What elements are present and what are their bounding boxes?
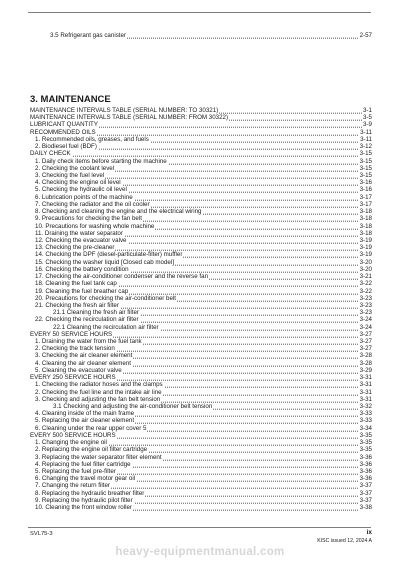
toc-entry-label: 17. Checking the air-conditioner condenser and the reverse fan	[35, 273, 209, 281]
toc-entry-page: 3-35	[359, 439, 372, 447]
toc-entry-label: 1. Draining the water from the fuel tank	[35, 338, 142, 346]
toc-entry-label: 1. Checking the radiator hoses and the clamps	[35, 381, 163, 389]
toc-entry-page: 3-12	[359, 143, 372, 151]
toc-entry-page: 3-16	[359, 186, 372, 194]
toc-entry-label: 5. Checking the hydraulic oil level	[35, 186, 127, 194]
toc-entry-page: 3-37	[359, 496, 372, 504]
toc-entry-page: 3-18	[359, 222, 372, 230]
toc-entry-page: 3-27	[359, 338, 372, 346]
toc-entry-label: EVERY 250 SERVICE HOURS	[30, 374, 116, 382]
toc-entry-label: 1. Daily check items before starting the machine	[35, 157, 167, 165]
toc-entry-page: 3-18	[359, 215, 372, 223]
toc-entry-label: LUBRICANT QUANTITY	[30, 121, 98, 129]
toc-entry-label: 6. Cleaning under the rear upper cover 5	[35, 424, 147, 432]
toc-entry-page: 3-21	[359, 273, 372, 281]
toc-entry-page: 3-16	[359, 179, 372, 187]
toc-entry-label: 8. Replacing the hydraulic breather filter	[35, 489, 145, 497]
toc-entry-page: 3-22	[359, 280, 372, 288]
toc-entry-label: 12. Checking the evacuator valve	[35, 236, 127, 244]
toc-entry-page: 3-35	[359, 431, 372, 439]
toc-entry-page: 3-28	[359, 359, 372, 367]
toc-entry-page: 3-36	[359, 460, 372, 468]
toc-entry-page: 3-35	[359, 446, 372, 454]
toc-entry-page: 3-33	[359, 417, 372, 425]
toc-entry-page: 3-15	[359, 164, 372, 172]
toc-entry-page: 3-24	[359, 323, 372, 331]
toc-entry-label: 6. Lubrication points of the machine	[35, 193, 133, 201]
toc-entry[interactable]	[0, 504, 400, 511]
toc-entry-label: 14. Checking the DPF (diesel-particulate-filter) muffler	[35, 251, 183, 259]
toc-entry-label: 15. Checking the washer liquid [Closed cab model]	[35, 258, 174, 266]
toc-entry-page: 3-31	[359, 388, 372, 396]
toc-entry-label: 19. Cleaning the fuel breather cap	[35, 287, 129, 295]
toc-entry-page: 3-15	[359, 150, 372, 158]
toc-entry-label: 1. Recommended oils, greases, and fuels	[35, 135, 149, 143]
toc-entry-label: 7. Checking the radiator and the oil cooler	[35, 200, 150, 208]
toc-entry-page: 3-19	[359, 236, 372, 244]
toc-entry-page: 3-36	[359, 468, 372, 475]
toc-entry-page: 3-31	[359, 381, 372, 389]
toc-entry-label: 6. Changing the travel motor gear oil	[35, 475, 136, 483]
toc-entry-label: 1. Changing the engine oil	[35, 439, 107, 447]
toc-entry-label: 5. Cleaning the evacuator valve	[35, 366, 122, 374]
toc-entry-label: 18. Cleaning the fuel tank cap	[35, 280, 117, 288]
toc-entry-label: 7. Changing the return filter	[35, 482, 110, 490]
toc-entry-page: 3-27	[359, 345, 372, 353]
toc-entry-page: 3-37	[359, 482, 372, 490]
toc-entry-page: 3-11	[360, 128, 372, 136]
toc-entry-page: 3-11	[360, 135, 372, 143]
toc-entry-label: DAILY CHECK	[30, 150, 71, 158]
toc-entry-label: 2. Checking the track tension	[35, 345, 115, 353]
footer-model: SVL75-3	[30, 531, 53, 537]
toc-entry-label: 4. Checking the engine oil level	[35, 179, 121, 187]
toc-entry-label: 13. Checking the pre-cleaner	[35, 244, 115, 252]
footer-page-number: ix	[366, 529, 372, 536]
toc-entry-label: EVERY 50 SERVICE HOURS	[30, 330, 113, 338]
toc-entry-label: 22. Checking the recirculation air filter	[35, 316, 139, 324]
toc-entry-page: 3-27	[359, 330, 372, 338]
toc-entry-page: 3-20	[359, 258, 372, 266]
toc-entry-label: 2. Checking the fuel line and the intake air line	[35, 388, 162, 396]
toc-entry-page: 3-33	[359, 410, 372, 418]
toc-entry-page: 3-17	[359, 200, 372, 208]
toc-entry-label: 9. Replacing the hydraulic pilot filter	[35, 496, 133, 504]
toc-entry-page: 3-23	[359, 301, 372, 309]
bottom-rule	[28, 527, 371, 528]
watermark: heavy-equipmentmanual.com	[115, 546, 285, 558]
toc-entry-page: 3-31	[359, 395, 372, 403]
toc-entry-page: 3-32	[359, 403, 372, 411]
toc-entry-page: 3-34	[359, 424, 372, 432]
toc-entry-label: 16. Checking the battery condition	[35, 265, 129, 273]
toc-entry-label: 3.1 Checking and adjusting the air-conditioner belt tension	[53, 403, 213, 411]
toc-entry-label: 21. Checking the fresh air filter	[35, 301, 119, 309]
toc-entry-page: 3-15	[359, 157, 372, 165]
toc-entry-page: 3-1	[363, 107, 372, 114]
toc-entry-label: EVERY 500 SERVICE HOURS	[30, 431, 116, 439]
toc-entry-label: MAINTENANCE INTERVALS TABLE (SERIAL NUMBER: FROM 30322)	[30, 114, 229, 122]
toc-entry-label: 3. Checking the fuel level	[35, 171, 105, 179]
toc-entry-label: 4. Cleaning the air cleaner element	[35, 359, 131, 367]
toc-entry-label: 3. Replacing the water separator filter element	[35, 453, 162, 461]
toc-entry-page: 3-15	[359, 171, 372, 179]
toc-entry-label: 4. Replacing the fuel filter cartridge	[35, 460, 131, 468]
toc-entry-label: 20. Precautions for checking the air-conditioner belt	[35, 294, 177, 302]
toc-entry-label: 10. Precautions for washing whole machine	[35, 222, 155, 230]
toc-entry-page: 3-37	[359, 489, 372, 497]
toc-entry-label: 21.1 Cleaning the fresh air filter	[53, 309, 139, 317]
toc-entry-page: 3-17	[359, 193, 372, 201]
toc-entry-label: 9. Precautions for checking the fan belt	[35, 215, 142, 223]
toc-entry-page: 3-23	[359, 294, 372, 302]
toc-entry-page: 3-20	[359, 265, 372, 273]
toc-entry-page: 3-18	[359, 208, 372, 216]
toc-entry[interactable]	[0, 32, 400, 39]
toc-entry-page: 3-19	[359, 251, 372, 259]
toc-entry-page: 3-23	[359, 309, 372, 317]
toc-entry-page: 3-19	[359, 244, 372, 252]
toc-entry-page: 3-22	[359, 287, 372, 295]
toc-entry-page: 3-36	[359, 475, 372, 483]
toc-entry-page: 3-5	[363, 114, 372, 122]
top-rule	[28, 12, 371, 13]
toc-entry-label: 22.1 Cleaning the recirculation air filter	[53, 323, 159, 331]
toc-entry-label: 3.5 Refrigerant gas canister	[50, 32, 127, 39]
toc-entry-page: 3-24	[359, 316, 372, 324]
toc-entry-page: 3-31	[359, 374, 372, 382]
toc-entry-page: 3-18	[359, 229, 372, 237]
toc-entry-label: 4. Cleaning inside of the main frame	[35, 410, 135, 418]
footer-issue: KISC issued 12, 2024 A	[317, 538, 372, 544]
toc-entry-label: 8. Checking and cleaning the engine and the electrical wiring	[35, 208, 202, 216]
toc-entry-label: 10. Cleaning the front window roller	[35, 504, 132, 512]
toc-entry-label: 5. Replacing the air cleaner element	[35, 417, 135, 425]
toc-entry-page: 3-9	[363, 121, 372, 129]
toc-entry-page: 3-38	[359, 504, 372, 512]
toc-entry-page: 3-29	[359, 366, 372, 374]
toc-entry-label: 11. Draining the water separator	[35, 229, 123, 237]
toc-entry-label: MAINTENANCE INTERVALS TABLE (SERIAL NUMBER: TO 30321)	[30, 107, 219, 114]
toc-entry-label: 2. Biodiesel fuel (BDF)	[35, 143, 97, 151]
section-heading: 3. MAINTENANCE	[30, 94, 111, 105]
toc-entry-label: 5. Replacing the fuel pre-filter	[35, 468, 116, 475]
toc-entry-page: 3-28	[359, 352, 372, 360]
toc-entry-label: 2. Replacing the engine oil filter cartridge	[35, 446, 148, 454]
toc-entry-label: 2. Checking the coolant level	[35, 164, 115, 172]
toc-entry-label: 3. Checking the air cleaner element	[35, 352, 133, 360]
toc-entry-label: 3. Checking and adjusting the fan belt tension	[35, 395, 161, 403]
toc-entry-page: 3-36	[359, 453, 372, 461]
toc-entry-page: 2-57	[359, 32, 372, 39]
toc-entry-label: RECOMMENDED OILS	[30, 128, 96, 136]
